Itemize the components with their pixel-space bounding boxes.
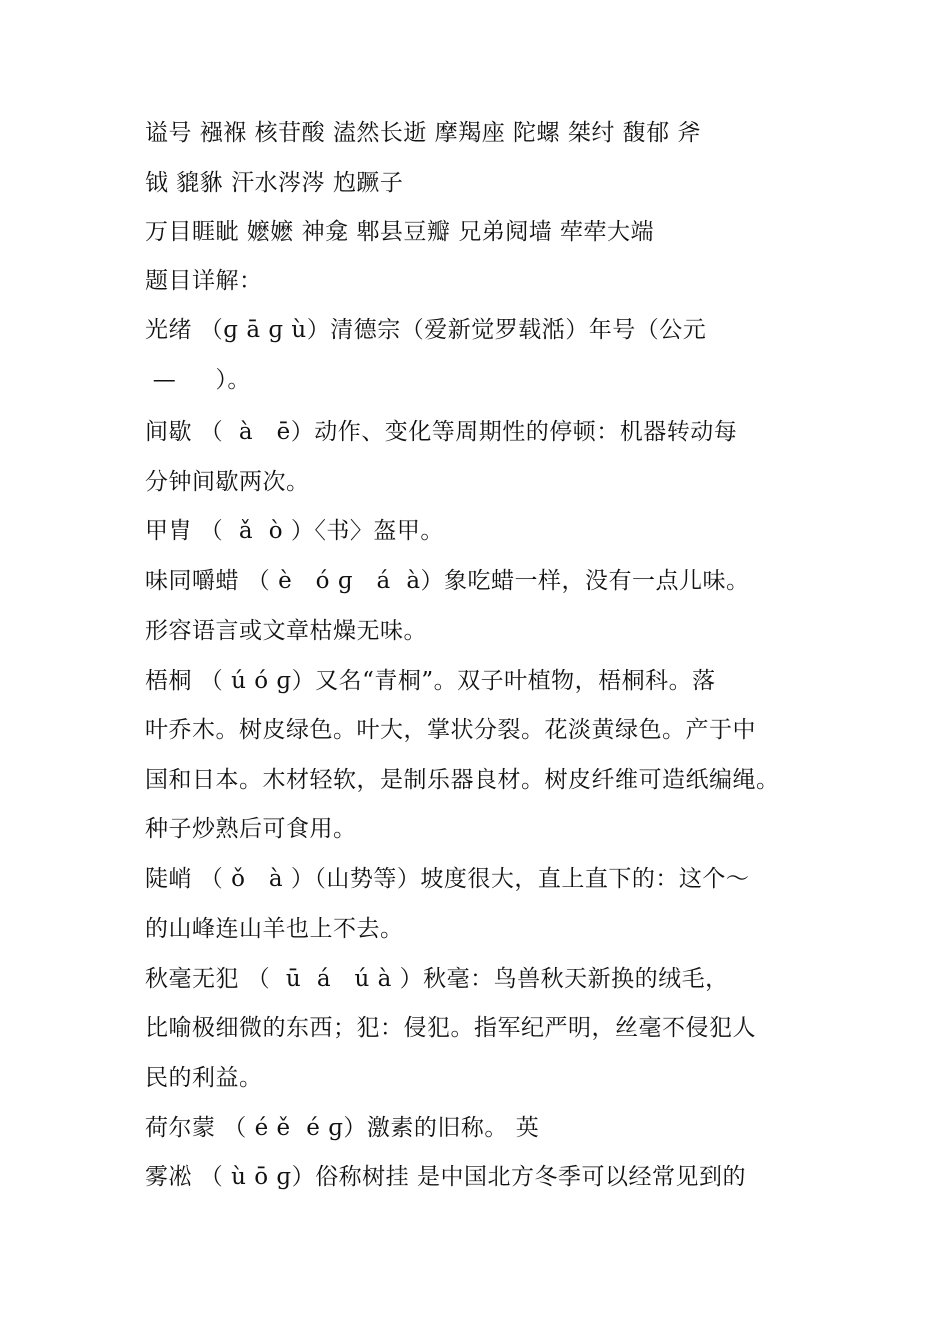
text-line: 的山峰连山羊也上不去。 xyxy=(145,916,404,942)
text-line: 万目睚眦 嬷嬷 神龛 郫县豆瓣 兄弟阋墙 荦荦大端 xyxy=(145,219,655,245)
text-line: 比喻极细微的东西；犯：侵犯。指军纪严明，丝毫不侵犯人 xyxy=(145,1015,756,1041)
text-line: 雾凇 （ ù ō ɡ）俗称树挂 是中国北方冬季可以经常见到的 xyxy=(145,1164,746,1190)
text-line: 钺 貔貅 汗水涔涔 尥蹶子 xyxy=(145,170,404,196)
text-line: 谥号 襁褓 核苷酸 溘然长逝 摩羯座 陀螺 桀纣 馥郁 斧 xyxy=(145,120,701,146)
text-line: 形容语言或文章枯燥无味。 xyxy=(145,618,427,644)
text-line: 分钟间歇两次。 xyxy=(145,469,310,495)
text-line: 种子炒熟后可食用。 xyxy=(145,816,357,842)
text-line: 味同嚼蜡 （ è ó ɡ á à）象吃蜡一样，没有一点儿味。 xyxy=(145,568,750,594)
text-line: — ）。 xyxy=(145,367,251,393)
text-line: 民的利益。 xyxy=(145,1065,263,1091)
text-line: 甲胄 （ ǎ ò ）〈书〉盔甲。 xyxy=(145,518,444,544)
text-line: 陡峭 （ ǒ à ）（山势等）坡度很大，直上直下的：这个～ xyxy=(145,866,750,892)
section-heading: 题目详解： xyxy=(145,268,263,294)
text-line: 间歇 （ à ē）动作、变化等周期性的停顿：机器转动每 xyxy=(145,419,738,445)
text-line: 国和日本。木材轻软，是制乐器良材。树皮纤维可造纸编绳。 xyxy=(145,767,780,793)
text-line: 荷尔蒙 （ é ě é ɡ）激素的旧称。 英 xyxy=(145,1115,540,1141)
text-line: 秋毫无犯 （ ū á ú à ）秋毫：鸟兽秋天新换的绒毛， xyxy=(145,966,729,992)
text-line: 叶乔木。树皮绿色。叶大，掌状分裂。花淡黄绿色。产于中 xyxy=(145,717,756,743)
text-line: 光绪 （ɡ ā ɡ ù）清德宗（爱新觉罗载湉）年号（公元 xyxy=(145,317,707,343)
text-line: 梧桐 （ ú ó ɡ）又名“青桐”。双子叶植物，梧桐科。落 xyxy=(145,668,716,694)
